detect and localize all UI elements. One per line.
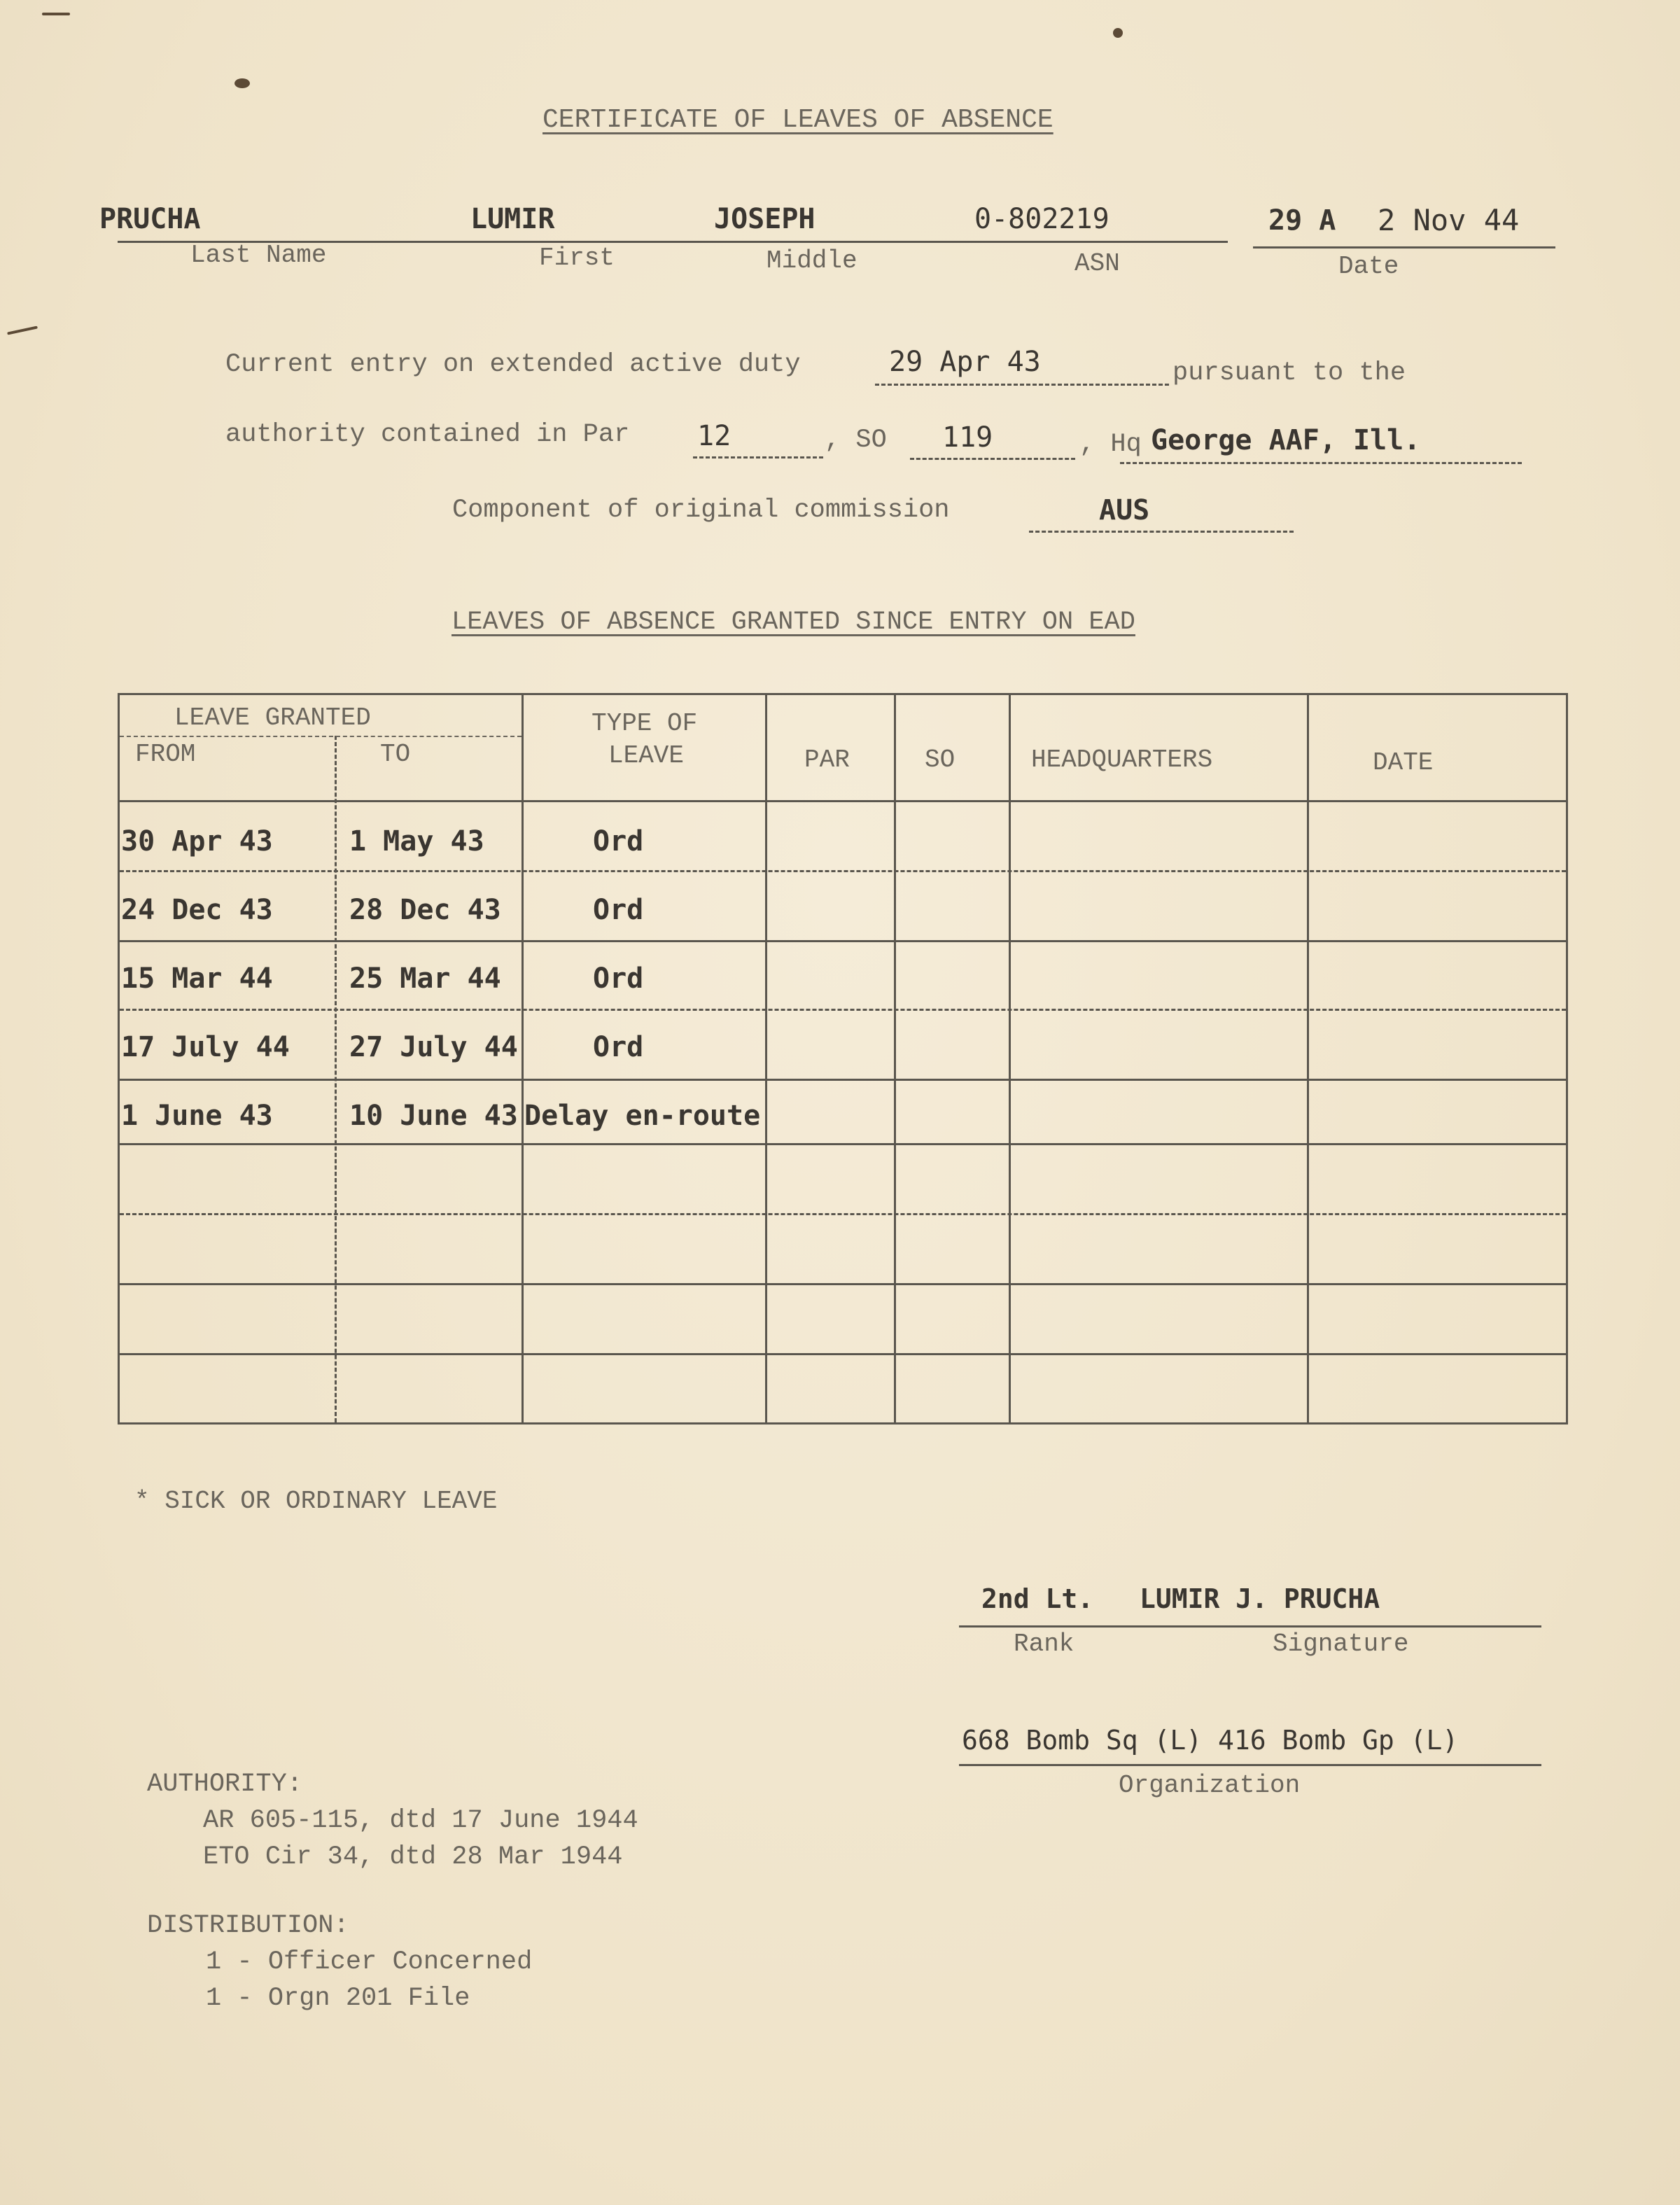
authority-line-1: AR 605-115, dtd 17 June 1944 (203, 1806, 638, 1835)
signature-label: Signature (1273, 1630, 1409, 1658)
table-col-divider (522, 695, 524, 1422)
header-to: TO (380, 740, 411, 769)
row4-type: Ord (593, 1031, 644, 1063)
organization-label: Organization (1119, 1771, 1301, 1800)
row-rule (120, 1353, 1566, 1355)
header-date: DATE (1373, 748, 1434, 777)
table-col-divider (894, 695, 896, 1422)
organization-rule (959, 1764, 1541, 1766)
hq-value: George AAF, Ill. (1151, 424, 1421, 456)
entry-date-rule (875, 384, 1169, 386)
authority-heading: AUTHORITY: (147, 1770, 303, 1799)
row2-from: 24 Dec 43 (121, 894, 273, 926)
table-col-divider (1307, 695, 1309, 1422)
ink-speck (42, 13, 70, 15)
component-rule (1029, 531, 1294, 533)
row5-type: Delay en-route (524, 1100, 761, 1132)
row-rule (120, 940, 1566, 942)
row2-to: 28 Dec 43 (349, 894, 501, 926)
middle-name-value: JOSEPH (714, 203, 816, 235)
distribution-heading: DISTRIBUTION: (147, 1911, 349, 1940)
asn-value: 0-802219 (974, 203, 1110, 235)
row3-type: Ord (593, 962, 644, 995)
row1-type: Ord (593, 825, 644, 858)
row5-from: 1 June 43 (121, 1100, 273, 1132)
ink-speck (234, 78, 250, 88)
first-name-label: First (539, 244, 615, 272)
asn-label: ASN (1074, 249, 1120, 278)
entry-line1-prefix: Current entry on extended active duty (225, 350, 801, 379)
entry-line3-prefix: Component of original commission (452, 496, 950, 525)
header-leave-granted: LEAVE GRANTED (174, 704, 371, 732)
row1-to: 1 May 43 (349, 825, 484, 858)
header-par: PAR (804, 746, 850, 774)
header-split-rule (120, 736, 522, 737)
entry-line1-suffix: pursuant to the (1172, 358, 1406, 388)
row3-from: 15 Mar 44 (121, 962, 273, 995)
row2-type: Ord (593, 894, 644, 926)
row-rule (120, 1079, 1566, 1081)
organization-value: 668 Bomb Sq (L) 416 Bomb Gp (L) (962, 1725, 1459, 1756)
first-name-value: LUMIR (470, 203, 555, 235)
entry-date-value: 29 Apr 43 (889, 346, 1041, 378)
section-title: LEAVES OF ABSENCE GRANTED SINCE ENTRY ON EAD (451, 608, 1135, 637)
distribution-line-1: 1 - Officer Concerned (206, 1947, 533, 1977)
rank-label: Rank (1014, 1630, 1074, 1658)
row3-to: 25 Mar 44 (349, 962, 501, 995)
leaves-table (118, 693, 1568, 1424)
row-rule (120, 870, 1566, 872)
row-rule (120, 1009, 1566, 1011)
so-rule (910, 458, 1075, 460)
footnote: * SICK OR ORDINARY LEAVE (134, 1487, 498, 1516)
so-value: 119 (942, 421, 993, 454)
date-struck-value: 29 A (1268, 204, 1336, 237)
signature-value: LUMIR J. PRUCHA (1140, 1583, 1380, 1614)
distribution-line-2: 1 - Orgn 201 File (206, 1984, 470, 2013)
last-name-value: PRUCHA (99, 203, 201, 235)
component-value: AUS (1099, 494, 1150, 526)
middle-name-label: Middle (766, 246, 858, 275)
date-label: Date (1338, 252, 1399, 281)
header-so: SO (925, 746, 955, 774)
last-name-label: Last Name (190, 241, 327, 270)
row1-from: 30 Apr 43 (121, 825, 273, 858)
entry-line2-prefix: authority contained in Par (225, 420, 630, 449)
header-headquarters: HEADQUARTERS (1031, 746, 1213, 774)
rank-value: 2nd Lt. (981, 1583, 1094, 1614)
header-bottom-rule (120, 800, 1566, 802)
table-col-divider (1009, 695, 1011, 1422)
par-value: 12 (697, 420, 732, 452)
hq-label: , Hq (1079, 430, 1142, 459)
authority-line-2: ETO Cir 34, dtd 28 Mar 1944 (203, 1842, 623, 1872)
table-col-divider (765, 695, 767, 1422)
row5-to: 10 June 43 (349, 1100, 518, 1132)
header-type-of: TYPE OF (592, 709, 698, 738)
page-title: CERTIFICATE OF LEAVES OF ABSENCE (542, 105, 1054, 135)
header-date-rule (1253, 246, 1555, 248)
row-rule (120, 1283, 1566, 1285)
row-rule (120, 1143, 1566, 1145)
date-value: 2 Nov 44 (1378, 203, 1520, 237)
header-leave: LEAVE (608, 741, 685, 770)
ink-speck (1113, 28, 1123, 38)
ink-speck (7, 326, 38, 335)
header-from: FROM (135, 740, 196, 769)
row-rule (120, 1213, 1566, 1215)
row4-to: 27 July 44 (349, 1031, 518, 1063)
so-label: , SO (825, 426, 887, 455)
hq-rule (1120, 462, 1522, 464)
par-rule (693, 456, 823, 458)
row4-from: 17 July 44 (121, 1031, 290, 1063)
signature-rule (959, 1625, 1541, 1628)
